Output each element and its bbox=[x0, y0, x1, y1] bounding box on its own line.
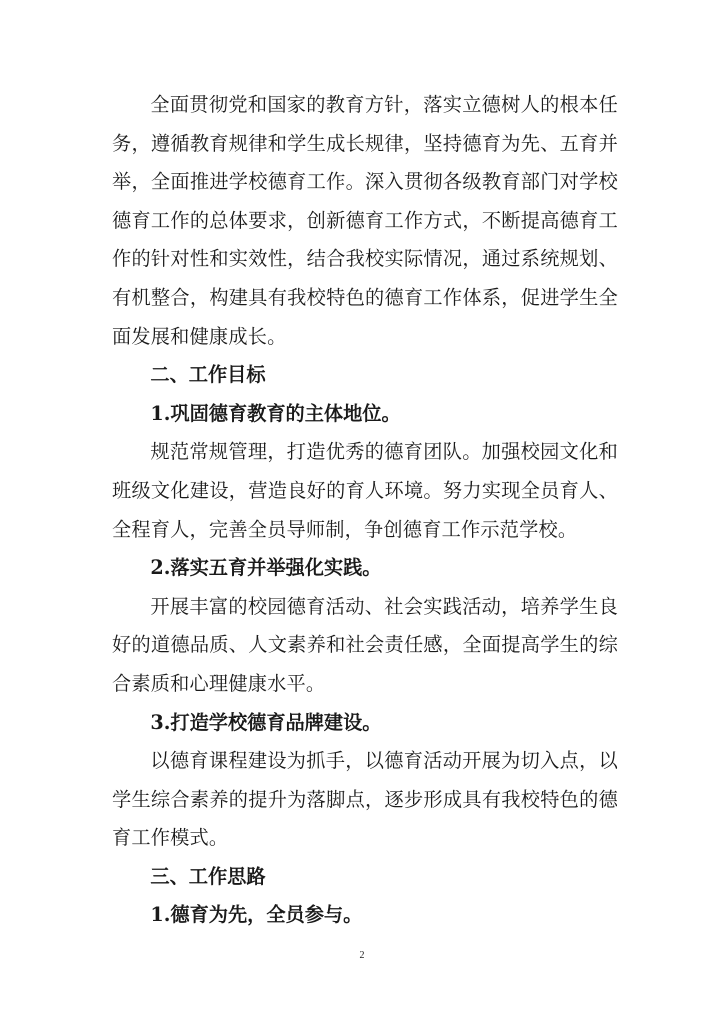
approach-1-heading: 1.德育为先，全员参与。 bbox=[150, 903, 363, 927]
document-body bbox=[112, 86, 618, 935]
intro-paragraph: 全面贯彻党和国家的教育方针，落实立德树人的根本任务，遵循教育规律和学生成长规律，坚持德育为先、五育并举，全面推进学校德育工作。深入贯彻各级教育部门对学校德育工作的总体要求，创新德育工作方式，不断提高德育工作的针对性和实效性，结合我校实际情况，通过系统规划、有机整合，构建具有我校特色的德育工作体系，促进学生全面发展和健康成长。 bbox=[112, 93, 618, 348]
goal-2-heading: 2.落实五育并举强化实践。 bbox=[150, 556, 382, 580]
section-heading-goals: 二、工作目标 bbox=[150, 363, 266, 387]
goal-1-heading: 1.巩固德育教育的主体地位。 bbox=[150, 401, 401, 425]
section-heading-approach: 三、工作思路 bbox=[150, 864, 266, 888]
goal-3-paragraph: 以德育课程建设为抓手，以德育活动开展为切入点，以学生综合素养的提升为落脚点，逐步形成具有我校特色的德育工作模式。 bbox=[112, 749, 618, 850]
goal-3-heading: 3.打造学校德育品牌建设。 bbox=[150, 710, 382, 734]
page-number: 2 bbox=[359, 950, 365, 961]
goal-1-paragraph: 规范常规管理，打造优秀的德育团队。加强校园文化和班级文化建设，营造良好的育人环境。努力实现全员育人、全程育人，完善全员导师制，争创德育工作示范学校。 bbox=[112, 440, 618, 541]
goal-2-paragraph: 开展丰富的校园德育活动、社会实践活动，培养学生良好的道德品质、人文素养和社会责任感，全面提高学生的综合素质和心理健康水平。 bbox=[112, 594, 618, 695]
